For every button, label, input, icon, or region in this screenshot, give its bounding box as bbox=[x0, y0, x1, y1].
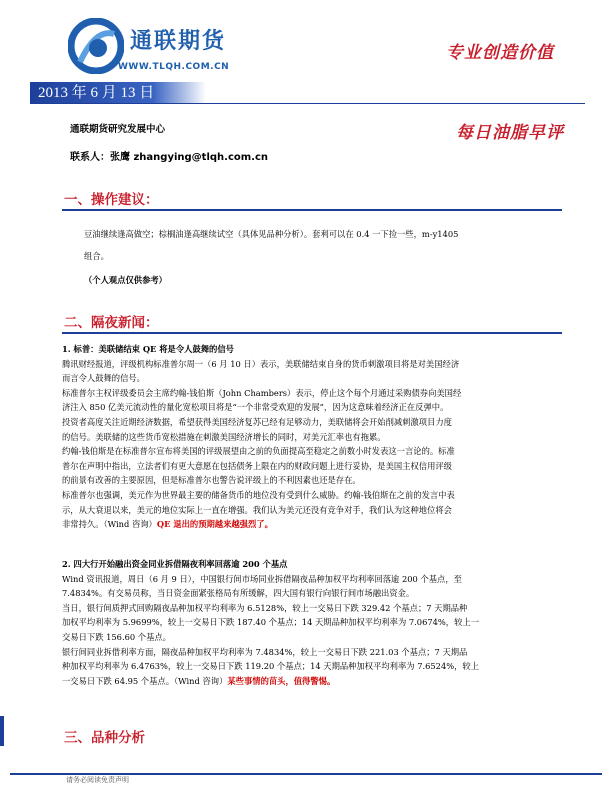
section-divider bbox=[62, 332, 562, 334]
news-2-line: 当日，银行间质押式回购隔夜品种加权平均利率为 6.5128%，较上一交易日下跌 329.42 个基点；7 天期品种 bbox=[62, 602, 468, 613]
news-2-line: 银行间同业拆借利率方面，隔夜品种加权平均利率为 7.4834%，较上一交易日下跌 221.03 个基点；7 天期品 bbox=[62, 646, 468, 657]
news-1-line: 的信号。美联储的这些货币宽松措施在刺激美国经济增长的同时，对美元汇率也有拖累。 bbox=[62, 431, 386, 442]
advice-line-1: 豆油继续逢高做空；棕榈油逢高继续试空（具体见品种分析）。套利可以在 0.4 一下捡一些，m-y1405 bbox=[84, 229, 459, 239]
news-1-comment: QE 退出的预期越来越强烈了。 bbox=[156, 519, 273, 530]
news-1-line: 投资者高度关注近期经济数据，希望获得美国经济复苏已经有足够动力，美联储将会开始削减刺激项目力度 bbox=[62, 416, 452, 427]
news-1-line: 约翰-钱伯斯是在标准普尔宣布将美国的评级展望由之前的负面提高至稳定之前数小时发表这一言论的。标准 bbox=[62, 446, 455, 457]
disclaimer-note: 请务必阅读免责声明 bbox=[66, 776, 129, 784]
brand-name: 通联期货 bbox=[130, 29, 227, 54]
news-2-line: Wind 资讯报道，周日（6 月 9 日），中国银行间市场同业拆借隔夜品种加权平均利率回落逾 200 个基点，至 bbox=[62, 573, 462, 584]
contact-info: 联系人：张鹰 zhangying@tlqh.com.cn bbox=[70, 152, 269, 163]
news-title-2: 2. 四大行开始融出资金同业拆借隔夜利率回落逾 200 个基点 bbox=[62, 559, 288, 569]
section-heading-news: 二、隔夜新闻： bbox=[64, 315, 159, 331]
page-edge-tab bbox=[0, 716, 4, 746]
advice-line-2: 组合。 bbox=[84, 251, 109, 261]
news-1-source: 非常持久。（Wind 咨询） bbox=[62, 519, 157, 530]
news-1-line: 的前景有改善的主要原因，但是标准普尔也警告说评级上的不利因素也还是存在。 bbox=[62, 475, 361, 486]
advice-note: （个人观点仅供参考） bbox=[84, 275, 167, 285]
news-2-line: 7.4834%。有交易员称，当日资金面紧张格局有所缓解，四大国有银行向银行间市场融出资金。 bbox=[62, 588, 415, 599]
news-1-line: 济注入 850 亿美元流动性的量化宽松项目将是“一个非常受欢迎的发展”，因为这意味着经济正在反弹中。 bbox=[62, 402, 449, 413]
news-item-1 bbox=[62, 342, 562, 532]
news-2-comment: 某些事情的苗头，值得警惕。 bbox=[227, 675, 336, 686]
news-2-line: 加权平均利率为 5.9699%，较上一交易日下跌 187.40 个基点；14 天期品种加权平均利率为 7.0674%，较上一 bbox=[62, 617, 479, 628]
news-2-last-line bbox=[62, 674, 562, 689]
news-2-line: 交易日下跌 156.60 个基点。 bbox=[62, 631, 171, 642]
news-1-line: 而言令人鼓舞的信号。 bbox=[62, 373, 145, 384]
brand-url: WWW.TLQH.COM.CN bbox=[118, 62, 230, 72]
news-1-line: 普尔在声明中指出，立法者们有更大意愿在包括债务上限在内的财政问题上进行妥协，是美国主权信用评级 bbox=[62, 460, 452, 471]
org-name: 通联期货研究发展中心 bbox=[70, 124, 166, 135]
section-heading-analysis: 三、品种分析 bbox=[64, 730, 145, 746]
news-1-line: 标准普尔也强调，美元作为世界最主要的储备货币的地位没有受到什么威胁。约翰-钱伯斯在之前的发言中表 bbox=[62, 489, 455, 500]
news-item-2 bbox=[62, 557, 562, 688]
company-logo bbox=[68, 18, 268, 80]
section-heading-advice: 一、操作建议： bbox=[64, 192, 159, 208]
news-1-line: 标准普尔主权评级委员会主席约翰-钱伯斯（John Chambers）表示，停止这个每个月通过采购债券向美国经 bbox=[62, 387, 462, 398]
report-title: 每日油脂早评 bbox=[456, 123, 564, 143]
header-divider bbox=[30, 103, 585, 104]
logo-mark-icon bbox=[68, 18, 124, 74]
news-1-line: 腾讯财经报道，评级机构标准普尔周一（6 月 10 日）表示，美联储结束自身的货币刺激项目将是对美国经济 bbox=[62, 358, 460, 369]
news-2-source: 一交易日下跌 64.95 个基点。（Wind 咨询） bbox=[62, 675, 228, 686]
news-2-line: 种加权平均利率为 6.4763%，较上一交易日下跌 119.20 个基点；14 天期品种加权平均利率为 7.6524%，较上 bbox=[62, 661, 479, 672]
news-1-last-line bbox=[62, 517, 562, 532]
slogan: 专业创造价值 bbox=[446, 43, 554, 63]
news-title-1: 1. 标普：美联储结束 QE 将是令人鼓舞的信号 bbox=[62, 344, 234, 354]
section-divider bbox=[62, 209, 562, 211]
report-date: 2013 年 6 月 13 日 bbox=[38, 85, 155, 101]
news-1-line: 示，从大衰退以来，美元的地位实际上一直在增强。我们认为美元还没有竞争对手，我们认为这种地位将会 bbox=[62, 504, 452, 515]
